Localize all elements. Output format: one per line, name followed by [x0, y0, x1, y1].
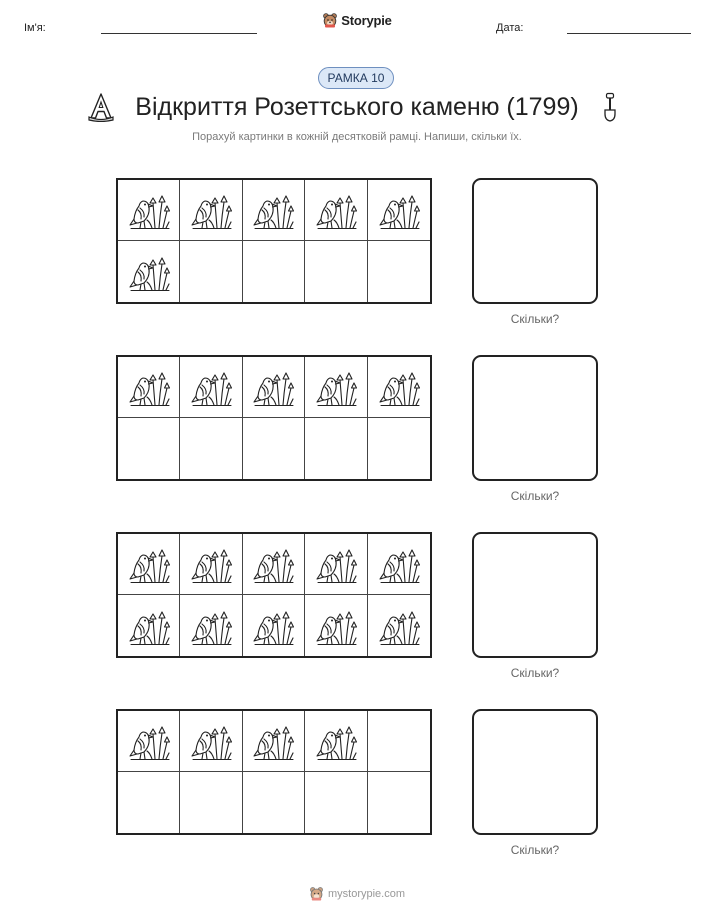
- how-many-label: Скільки?: [510, 489, 560, 503]
- ten-frame-cell: [180, 241, 242, 302]
- ten-frame-cell: [118, 357, 180, 418]
- frame-badge: РАМКА 10: [318, 67, 394, 89]
- ten-frame-cell: [305, 180, 367, 241]
- answer-box-1[interactable]: [472, 178, 598, 304]
- ten-frame-cell: [305, 534, 367, 595]
- ten-frame-cell: [243, 595, 305, 656]
- ten-frame-cell: [118, 772, 180, 833]
- ten-frame-cell: [180, 711, 242, 772]
- name-label: Ім'я:: [24, 22, 46, 34]
- ten-frame-cell: [368, 241, 430, 302]
- ten-frame-cell: [368, 357, 430, 418]
- storypie-bear-icon: [322, 12, 338, 28]
- ten-frame-cell: [305, 357, 367, 418]
- answer-box-3[interactable]: [472, 532, 598, 658]
- ten-frame-cell: [118, 241, 180, 302]
- bird-papyrus-icon: [190, 189, 232, 231]
- ten-frame-cell: [243, 241, 305, 302]
- ten-frame-cell: [243, 180, 305, 241]
- bird-papyrus-icon: [128, 605, 170, 647]
- bird-papyrus-icon: [252, 189, 294, 231]
- ten-frame-cell: [180, 357, 242, 418]
- bird-papyrus-icon: [252, 605, 294, 647]
- ten-frame-cell: [368, 180, 430, 241]
- bird-papyrus-icon: [378, 189, 420, 231]
- ten-frame-cell: [243, 418, 305, 479]
- bird-papyrus-icon: [252, 366, 294, 408]
- bird-papyrus-icon: [190, 366, 232, 408]
- name-line[interactable]: [101, 33, 257, 34]
- ten-frame-cell: [118, 534, 180, 595]
- date-line[interactable]: [567, 33, 691, 34]
- ten-frame-2: [116, 355, 432, 481]
- answer-box-4[interactable]: [472, 709, 598, 835]
- bird-papyrus-icon: [378, 366, 420, 408]
- ten-frame-cell: [305, 418, 367, 479]
- ten-frame-cell: [118, 711, 180, 772]
- bird-papyrus-icon: [252, 543, 294, 585]
- instructions: Порахуй картинки в кожній десятковій рамці. Напиши, скільки їх.: [192, 131, 522, 143]
- answer-box-2[interactable]: [472, 355, 598, 481]
- date-label: Дата:: [496, 22, 524, 34]
- ten-frame-1: [116, 178, 432, 304]
- ten-frame-cell: [368, 595, 430, 656]
- bird-papyrus-icon: [128, 366, 170, 408]
- how-many-label: Скільки?: [510, 666, 560, 680]
- ten-frame-cell: [180, 595, 242, 656]
- bird-papyrus-icon: [128, 543, 170, 585]
- shovel-icon: [600, 92, 620, 122]
- ten-frame-cell: [180, 180, 242, 241]
- bird-papyrus-icon: [252, 720, 294, 762]
- bird-papyrus-icon: [378, 605, 420, 647]
- ten-frame-cell: [368, 772, 430, 833]
- ten-frame-cell: [305, 595, 367, 656]
- ten-frame-cell: [368, 534, 430, 595]
- bird-papyrus-icon: [128, 251, 170, 293]
- bird-papyrus-icon: [190, 605, 232, 647]
- bird-papyrus-icon: [190, 720, 232, 762]
- ten-frame-3: [116, 532, 432, 658]
- bird-papyrus-icon: [378, 543, 420, 585]
- ten-frame-cell: [180, 534, 242, 595]
- ten-frame-cell: [180, 772, 242, 833]
- ten-frame-cell: [118, 180, 180, 241]
- bird-papyrus-icon: [190, 543, 232, 585]
- ten-frame-cell: [243, 357, 305, 418]
- ten-frame-cell: [243, 772, 305, 833]
- bird-papyrus-icon: [315, 605, 357, 647]
- how-many-label: Скільки?: [510, 843, 560, 857]
- ten-frame-4: [116, 709, 432, 835]
- ten-frame-cell: [305, 711, 367, 772]
- ten-frame-cell: [180, 418, 242, 479]
- bird-papyrus-icon: [315, 543, 357, 585]
- ten-frame-cell: [118, 595, 180, 656]
- bird-papyrus-icon: [128, 720, 170, 762]
- bird-papyrus-icon: [128, 189, 170, 231]
- footer-url: mystorypie.com: [327, 887, 406, 900]
- ten-frame-cell: [305, 241, 367, 302]
- how-many-label: Скільки?: [510, 312, 560, 326]
- ten-frame-cell: [305, 772, 367, 833]
- stone-a-icon: [87, 92, 115, 122]
- ten-frame-cell: [368, 418, 430, 479]
- page-title: Відкриття Розеттського каменю (1799): [135, 93, 579, 121]
- logo-text: Storypie: [341, 12, 392, 28]
- ten-frame-cell: [243, 711, 305, 772]
- ten-frame-cell: [118, 418, 180, 479]
- storypie-bear-icon: [309, 886, 324, 901]
- bird-papyrus-icon: [315, 720, 357, 762]
- bird-papyrus-icon: [315, 366, 357, 408]
- ten-frame-cell: [368, 711, 430, 772]
- storypie-logo: [0, 12, 714, 28]
- bird-papyrus-icon: [315, 189, 357, 231]
- ten-frame-cell: [243, 534, 305, 595]
- footer: [0, 886, 714, 901]
